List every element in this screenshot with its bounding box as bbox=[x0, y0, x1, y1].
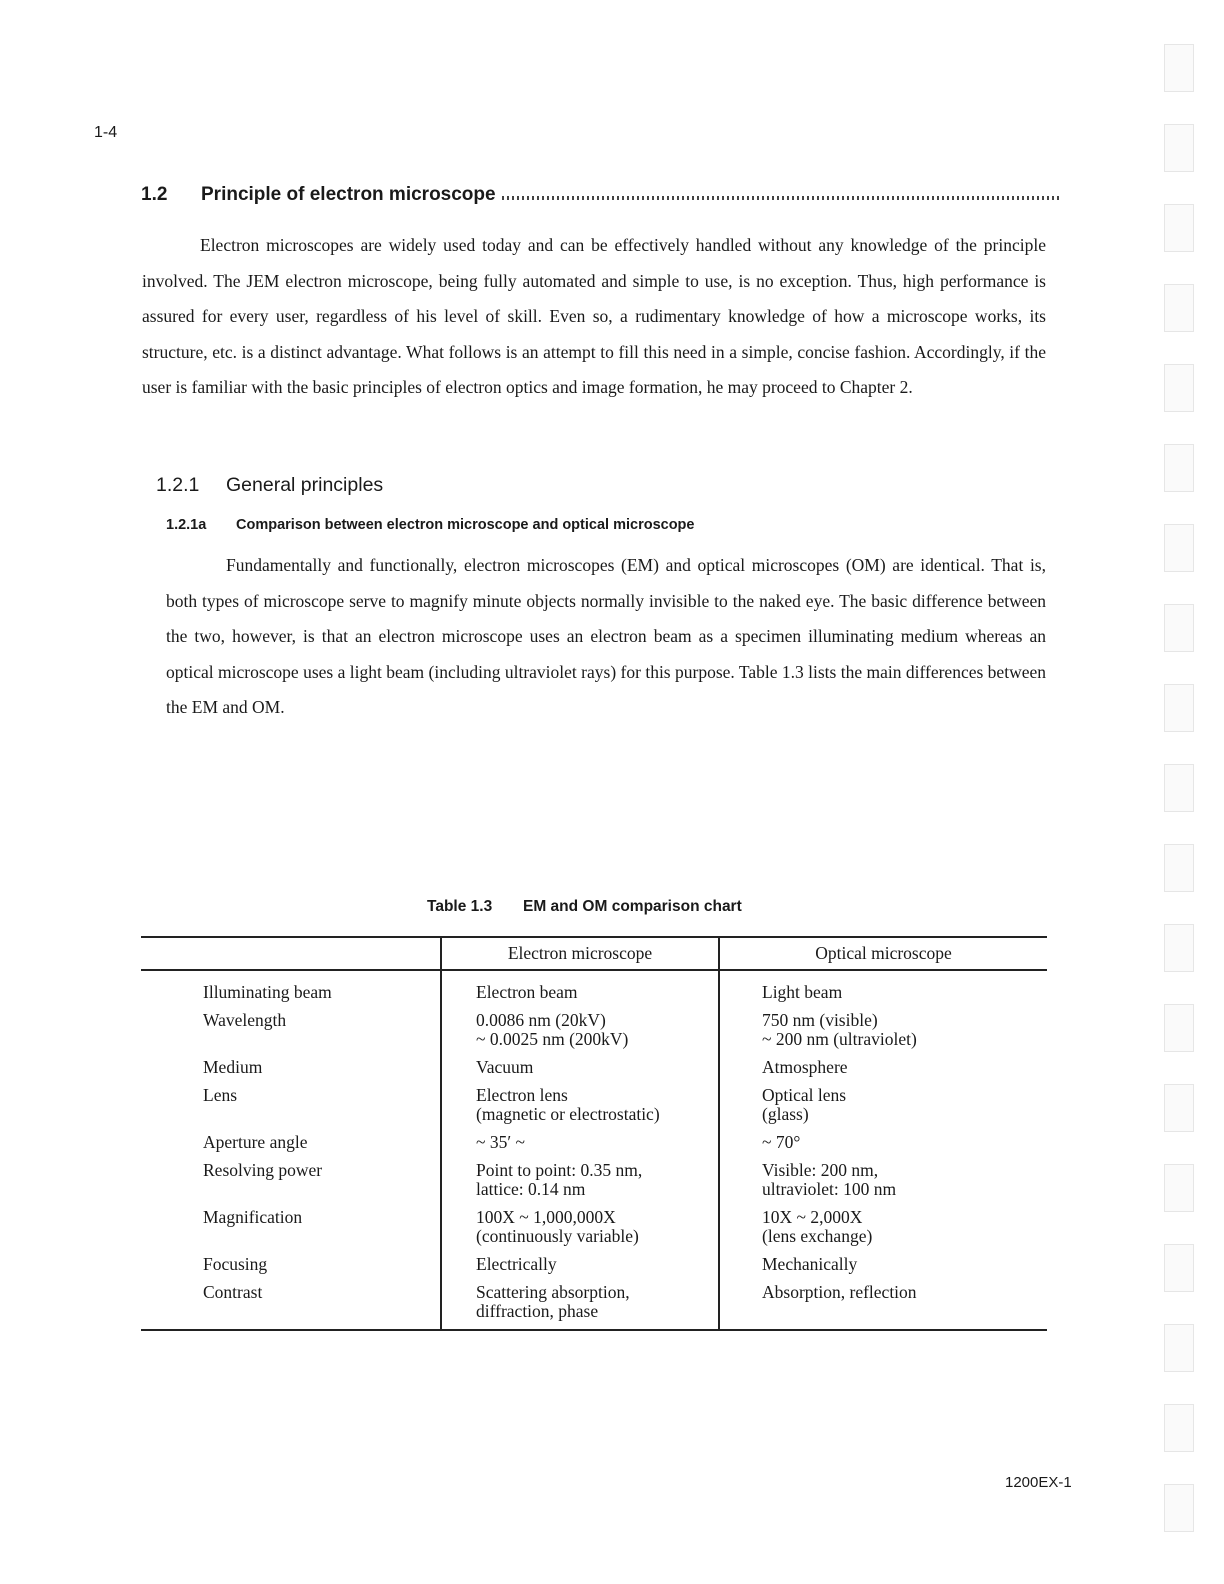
em-cell bbox=[441, 1058, 719, 1086]
em-cell-line: Point to point: 0.35 nm, bbox=[476, 1160, 643, 1180]
om-cell-line: (glass) bbox=[762, 1104, 809, 1124]
em-cell-line: lattice: 0.14 nm bbox=[476, 1179, 586, 1199]
table-row bbox=[141, 970, 1047, 1011]
table-row bbox=[141, 1058, 1047, 1086]
em-cell bbox=[441, 1208, 719, 1255]
table-row bbox=[141, 1011, 1047, 1058]
intro-paragraph: Electron microscopes are widely used today and can be effectively handled without any knowledge of the principle involved. The JEM electron microscope, being fully automated and simple to use, is no exception. Thus, high performance is assured for every user, regardless of his level of skill. Even so, a rudimentary knowledge of how a microscope works, its structure, etc. is a distinct advantage. What follows is an attempt to fill this need in a simple, concise fashion. Accordingly, if the user is familiar with the basic principles of electron optics and image formation, he may proceed to Chapter 2. bbox=[142, 235, 1046, 398]
edge-tab bbox=[1164, 364, 1194, 412]
om-cell bbox=[719, 1133, 1047, 1161]
table-caption-number: Table 1.3 bbox=[427, 898, 493, 915]
om-cell-line: Mechanically bbox=[762, 1254, 858, 1274]
em-cell-line: ~ 0.0025 nm (200kV) bbox=[476, 1029, 629, 1049]
edge-tab bbox=[1164, 444, 1194, 492]
em-cell-line: 100X ~ 1,000,000X bbox=[476, 1207, 616, 1227]
em-cell bbox=[441, 970, 719, 1011]
page-number: 1-4 bbox=[94, 124, 118, 141]
om-cell bbox=[719, 1161, 1047, 1208]
em-cell bbox=[441, 1255, 719, 1283]
edge-tab bbox=[1164, 1164, 1194, 1212]
table-header-blank bbox=[141, 937, 441, 970]
row-label: Medium bbox=[203, 1057, 263, 1077]
dotted-leader bbox=[502, 196, 1061, 200]
om-cell-line: ultraviolet: 100 nm bbox=[762, 1179, 897, 1199]
document-code: 1200EX-1 bbox=[1005, 1474, 1072, 1491]
table-caption-title: EM and OM comparison chart bbox=[523, 898, 742, 915]
table-row bbox=[141, 1086, 1047, 1133]
om-cell-line: Light beam bbox=[762, 982, 843, 1002]
om-cell bbox=[719, 1011, 1047, 1058]
row-label: Magnification bbox=[203, 1207, 303, 1227]
om-cell bbox=[719, 1208, 1047, 1255]
edge-tab bbox=[1164, 124, 1194, 172]
subsubsection-number: 1.2.1a bbox=[166, 517, 207, 533]
row-label: Lens bbox=[203, 1085, 238, 1105]
table-caption bbox=[427, 898, 742, 916]
om-cell-line: (lens exchange) bbox=[762, 1226, 873, 1246]
om-cell-line: ~ 70° bbox=[762, 1132, 801, 1152]
om-cell bbox=[719, 1086, 1047, 1133]
subsubsection-heading bbox=[166, 517, 694, 533]
subsection-heading bbox=[156, 474, 383, 497]
em-cell-line: ~ 35′ ~ bbox=[476, 1132, 526, 1152]
edge-tab bbox=[1164, 284, 1194, 332]
section-title: Principle of electron microscope bbox=[201, 184, 496, 205]
edge-tab bbox=[1164, 924, 1194, 972]
row-label: Contrast bbox=[203, 1282, 263, 1302]
edge-tab bbox=[1164, 44, 1194, 92]
om-cell bbox=[719, 1058, 1047, 1086]
table-row bbox=[141, 1283, 1047, 1330]
em-cell-line: Electron lens bbox=[476, 1085, 568, 1105]
om-cell bbox=[719, 1255, 1047, 1283]
edge-tab bbox=[1164, 204, 1194, 252]
edge-tab bbox=[1164, 1404, 1194, 1452]
row-label: Illuminating beam bbox=[203, 982, 332, 1002]
edge-tab bbox=[1164, 1084, 1194, 1132]
row-label: Wavelength bbox=[203, 1010, 287, 1030]
em-cell bbox=[441, 1086, 719, 1133]
comparison-table bbox=[141, 936, 1047, 1331]
subsection-title: General principles bbox=[226, 474, 384, 496]
om-cell-line: Absorption, reflection bbox=[762, 1282, 917, 1302]
em-cell-line: 0.0086 nm (20kV) bbox=[476, 1010, 606, 1030]
table-row bbox=[141, 1255, 1047, 1283]
section-number: 1.2 bbox=[141, 184, 168, 205]
om-cell bbox=[719, 1283, 1047, 1330]
row-label: Resolving power bbox=[203, 1160, 323, 1180]
row-label: Aperture angle bbox=[203, 1132, 308, 1152]
table-header-em: Electron microscope bbox=[441, 937, 719, 970]
em-cell-line: diffraction, phase bbox=[476, 1301, 599, 1321]
edge-tab bbox=[1164, 1484, 1194, 1532]
em-cell-line: Electrically bbox=[476, 1254, 557, 1274]
row-label: Focusing bbox=[203, 1254, 268, 1274]
edge-tab bbox=[1164, 844, 1194, 892]
em-cell bbox=[441, 1011, 719, 1058]
edge-tab bbox=[1164, 524, 1194, 572]
om-cell-line: 10X ~ 2,000X bbox=[762, 1207, 863, 1227]
subsubsection-title: Comparison between electron microscope and optical microscope bbox=[236, 517, 695, 533]
om-cell-line: Atmosphere bbox=[762, 1057, 848, 1077]
table-row bbox=[141, 1161, 1047, 1208]
em-cell-line: (magnetic or electrostatic) bbox=[476, 1104, 660, 1124]
edge-tab bbox=[1164, 1324, 1194, 1372]
om-cell-line: Visible: 200 nm, bbox=[762, 1160, 879, 1180]
edge-tab bbox=[1164, 604, 1194, 652]
edge-tab bbox=[1164, 1004, 1194, 1052]
edge-tab bbox=[1164, 684, 1194, 732]
em-cell-line: Scattering absorption, bbox=[476, 1282, 630, 1302]
em-cell-line: (continuously variable) bbox=[476, 1226, 639, 1246]
em-cell bbox=[441, 1133, 719, 1161]
om-cell-line: Optical lens bbox=[762, 1085, 847, 1105]
table-header-om: Optical microscope bbox=[719, 937, 1047, 970]
edge-tab bbox=[1164, 1244, 1194, 1292]
table-header-row bbox=[141, 937, 1047, 970]
table-row bbox=[141, 1208, 1047, 1255]
om-cell-line: 750 nm (visible) bbox=[762, 1010, 878, 1030]
om-cell bbox=[719, 970, 1047, 1011]
em-cell bbox=[441, 1283, 719, 1330]
edge-tab bbox=[1164, 764, 1194, 812]
section-heading bbox=[141, 184, 1061, 206]
em-cell bbox=[441, 1161, 719, 1208]
om-cell-line: ~ 200 nm (ultraviolet) bbox=[762, 1029, 917, 1049]
subsection-number: 1.2.1 bbox=[156, 474, 200, 496]
table-row bbox=[141, 1133, 1047, 1161]
em-cell-line: Vacuum bbox=[476, 1057, 534, 1077]
comparison-paragraph: Fundamentally and functionally, electron microscopes (EM) and optical microscopes (OM) are identical. That is, both types of microscope serve to magnify minute objects normally invisible to the naked eye. The basic difference between the two, however, is that an electron microscope uses an electron beam as a specimen illuminating medium whereas an optical microscope uses a light beam (including ultraviolet rays) for this purpose. Table 1.3 lists the main differences between the EM and OM. bbox=[166, 555, 1046, 718]
em-cell-line: Electron beam bbox=[476, 982, 578, 1002]
